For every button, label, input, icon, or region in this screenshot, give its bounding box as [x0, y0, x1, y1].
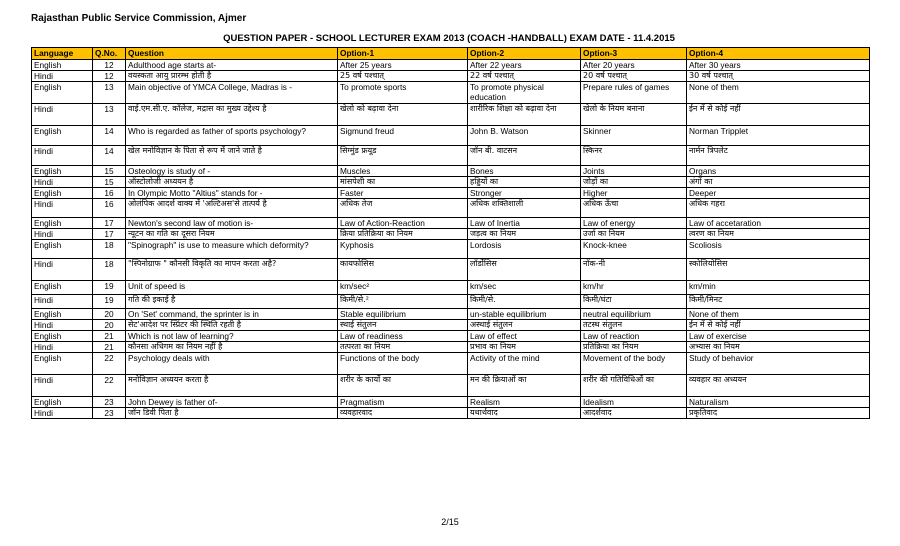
language-cell: English [32, 60, 93, 71]
option-4-cell: Organs [687, 166, 870, 177]
question-cell: गति की इकाई है [126, 295, 338, 309]
question-cell: Who is regarded as father of sports psychology? [126, 126, 338, 146]
question-cell: ऑस्टोलोजी अध्ययन है [126, 177, 338, 188]
option-4-cell: 30 वर्ष पश्चात् [687, 71, 870, 82]
option-4-cell: After 30 years [687, 60, 870, 71]
qno-cell: 13 [93, 104, 126, 126]
table-row [32, 240, 870, 259]
question-cell: On 'Set' command, the sprinter is in [126, 309, 338, 320]
option-2-cell: जड़त्व का नियम [468, 229, 581, 240]
language-cell: English [32, 82, 93, 104]
option-4-cell: Norman Tripplet [687, 126, 870, 146]
table-row [32, 60, 870, 71]
language-cell: Hindi [32, 259, 93, 281]
option-4-cell: अभ्यास का नियम [687, 342, 870, 353]
option-3-cell: आदर्शवाद [581, 408, 687, 419]
qno-cell: 19 [93, 281, 126, 295]
option-2-cell: किमी/से. [468, 295, 581, 309]
option-3-cell: Prepare rules of games [581, 82, 687, 104]
table-row [32, 218, 870, 229]
qno-cell: 22 [93, 353, 126, 375]
option-2-cell: Stronger [468, 188, 581, 199]
qno-cell: 23 [93, 397, 126, 408]
question-cell: Main objective of YMCA College, Madras is - [126, 82, 338, 104]
option-4-cell: स्कोलियोसिस [687, 259, 870, 281]
option-2-cell: प्रभाव का नियम [468, 342, 581, 353]
option-3-cell: Law of energy [581, 218, 687, 229]
question-table [31, 47, 870, 419]
table-row [32, 229, 870, 240]
question-cell: वाई.एम.सी.ए. कॉलेज, मद्रास का मुख्य उद्देश्य है [126, 104, 338, 126]
option-2-cell: After 22 years [468, 60, 581, 71]
table-row [32, 353, 870, 375]
language-cell: Hindi [32, 375, 93, 397]
table-row [32, 177, 870, 188]
qno-cell: 18 [93, 240, 126, 259]
question-cell: Newton's second law of motion is- [126, 218, 338, 229]
language-cell: English [32, 353, 93, 375]
qno-cell: 13 [93, 82, 126, 104]
table-row [32, 104, 870, 126]
language-cell: Hindi [32, 199, 93, 218]
option-4-cell: प्रकृतिवाद [687, 408, 870, 419]
qno-cell: 16 [93, 199, 126, 218]
option-1-cell: व्यवहारवाद [338, 408, 468, 419]
option-1-cell: Pragmatism [338, 397, 468, 408]
option-1-cell: After 25 years [338, 60, 468, 71]
question-cell: Which is not law of learning? [126, 331, 338, 342]
table-row [32, 375, 870, 397]
language-cell: Hindi [32, 408, 93, 419]
table-row [32, 166, 870, 177]
column-header-qno: Q.No. [93, 48, 126, 60]
option-3-cell: km/hr [581, 281, 687, 295]
qno-cell: 17 [93, 229, 126, 240]
qno-cell: 20 [93, 320, 126, 331]
option-3-cell: शरीर की गतिविधिओं का [581, 375, 687, 397]
option-4-cell: None of them [687, 82, 870, 104]
qno-cell: 12 [93, 60, 126, 71]
language-cell: Hindi [32, 229, 93, 240]
option-3-cell: किमी/घंटा [581, 295, 687, 309]
option-2-cell: मन की क्रियाओं का [468, 375, 581, 397]
option-1-cell: क्रिया प्रतिक्रिया का नियम [338, 229, 468, 240]
option-3-cell: Skinner [581, 126, 687, 146]
option-2-cell: John B. Watson [468, 126, 581, 146]
option-3-cell: जोड़ों का [581, 177, 687, 188]
option-1-cell: km/sec² [338, 281, 468, 295]
option-2-cell: Law of effect [468, 331, 581, 342]
option-4-cell: Study of behavior [687, 353, 870, 375]
page-number: 2/15 [441, 517, 459, 527]
language-cell: Hindi [32, 146, 93, 166]
qno-cell: 14 [93, 126, 126, 146]
table-row [32, 146, 870, 166]
option-3-cell: स्किनर [581, 146, 687, 166]
option-1-cell: 25 वर्ष पश्चात् [338, 71, 468, 82]
column-header-question: Question [126, 48, 338, 60]
qno-cell: 22 [93, 375, 126, 397]
qno-cell: 16 [93, 188, 126, 199]
option-3-cell: Movement of the body [581, 353, 687, 375]
table-body [32, 60, 870, 419]
language-cell: English [32, 331, 93, 342]
question-cell: वयस्कता आयु प्रारम्भ होती है [126, 71, 338, 82]
language-cell: Hindi [32, 71, 93, 82]
language-cell: English [32, 309, 93, 320]
option-3-cell: खेलो के नियम बनाना [581, 104, 687, 126]
language-cell: English [32, 188, 93, 199]
question-cell: John Dewey is father of- [126, 397, 338, 408]
option-2-cell: Lordosis [468, 240, 581, 259]
table-row [32, 259, 870, 281]
option-1-cell: स्थाई संतुलन [338, 320, 468, 331]
question-cell: मनोविज्ञान अध्ययन करता है [126, 375, 338, 397]
option-1-cell: अधिक तेज [338, 199, 468, 218]
question-cell: Psychology deals with [126, 353, 338, 375]
option-4-cell: Deeper [687, 188, 870, 199]
option-4-cell: अधिक गहरा [687, 199, 870, 218]
option-3-cell: Law of reaction [581, 331, 687, 342]
option-1-cell: Functions of the body [338, 353, 468, 375]
option-2-cell: अधिक शक्तिशाली [468, 199, 581, 218]
question-cell: "स्पिनोग्राफ " कौनसी विकृति का मापन करता अहै? [126, 259, 338, 281]
question-cell: जॉन डिवी पिता है [126, 408, 338, 419]
question-cell: कौनसा अधिगम का नियम नहीं है [126, 342, 338, 353]
option-3-cell: Knock-knee [581, 240, 687, 259]
language-cell: English [32, 126, 93, 146]
option-4-cell: km/min [687, 281, 870, 295]
question-cell: In Olympic Motto "Altius" stands for - [126, 188, 338, 199]
option-4-cell: ईन में से कोई नहीं [687, 104, 870, 126]
table-row [32, 408, 870, 419]
qno-cell: 20 [93, 309, 126, 320]
table-row [32, 309, 870, 320]
table-header-row [32, 48, 870, 60]
option-2-cell: अस्थाई संतुलन [468, 320, 581, 331]
table-row [32, 82, 870, 104]
question-cell: Osteology is study of - [126, 166, 338, 177]
option-3-cell: 20 वर्ष पश्चात् [581, 71, 687, 82]
qno-cell: 18 [93, 259, 126, 281]
table-row [32, 199, 870, 218]
option-1-cell: Kyphosis [338, 240, 468, 259]
column-header-language: Language [32, 48, 93, 60]
language-cell: English [32, 166, 93, 177]
option-1-cell: Muscles [338, 166, 468, 177]
option-4-cell: अंगों का [687, 177, 870, 188]
table-row [32, 295, 870, 309]
option-4-cell: व्यवहार का अध्ययन [687, 375, 870, 397]
option-4-cell: नार्मन त्रिपलेट [687, 146, 870, 166]
qno-cell: 19 [93, 295, 126, 309]
document-title: QUESTION PAPER - SCHOOL LECTURER EXAM 2013 (COACH -HANDBALL) EXAM DATE - 11.4.2015 [223, 33, 675, 44]
option-4-cell: त्वरण का नियम [687, 229, 870, 240]
option-2-cell: 22 वर्ष पश्चात् [468, 71, 581, 82]
language-cell: English [32, 281, 93, 295]
option-3-cell: Idealism [581, 397, 687, 408]
qno-cell: 23 [93, 408, 126, 419]
option-4-cell: किमी/मिनट [687, 295, 870, 309]
qno-cell: 15 [93, 177, 126, 188]
table-row [32, 281, 870, 295]
table-row [32, 397, 870, 408]
option-2-cell: जॉन बी. वाटसन [468, 146, 581, 166]
option-2-cell: शारीरिक शिक्षा को बढ़ावा देना [468, 104, 581, 126]
qno-cell: 21 [93, 342, 126, 353]
column-header-option-1: Option-1 [338, 48, 468, 60]
option-4-cell: Law of exercise [687, 331, 870, 342]
question-cell: खेल मनोविज्ञान के पिता से रूप में जाने जाते है [126, 146, 338, 166]
option-4-cell: Naturalism [687, 397, 870, 408]
table-row [32, 126, 870, 146]
qno-cell: 14 [93, 146, 126, 166]
option-3-cell: Higher [581, 188, 687, 199]
option-3-cell: Joints [581, 166, 687, 177]
option-1-cell: किमी/से.² [338, 295, 468, 309]
option-1-cell: मांसपेशी का [338, 177, 468, 188]
option-3-cell: अधिक ऊँचा [581, 199, 687, 218]
option-3-cell: तटस्थ संतुलन [581, 320, 687, 331]
option-1-cell: Law of readiness [338, 331, 468, 342]
option-2-cell: Activity of the mind [468, 353, 581, 375]
option-4-cell: Scoliosis [687, 240, 870, 259]
qno-cell: 21 [93, 331, 126, 342]
column-header-option-4: Option-4 [687, 48, 870, 60]
option-4-cell: Law of accetaration [687, 218, 870, 229]
question-cell: Unit of speed is [126, 281, 338, 295]
column-header-option-2: Option-2 [468, 48, 581, 60]
question-cell: "Spinograph" is use to measure which deformity? [126, 240, 338, 259]
option-2-cell: लॉर्डोसिस [468, 259, 581, 281]
option-3-cell: After 20 years [581, 60, 687, 71]
table-row [32, 320, 870, 331]
option-2-cell: Law of Inertia [468, 218, 581, 229]
option-1-cell: खेलो को बढ़ावा देना [338, 104, 468, 126]
option-1-cell: Faster [338, 188, 468, 199]
question-cell: न्यूटन का गति का दूसरा नियम [126, 229, 338, 240]
qno-cell: 12 [93, 71, 126, 82]
question-cell: सेट'आदेश पर स्प्रिंटर की स्थिति रहती है [126, 320, 338, 331]
language-cell: English [32, 218, 93, 229]
option-2-cell: हड्डियों का [468, 177, 581, 188]
option-1-cell: शरीर के कार्यो का [338, 375, 468, 397]
column-header-option-3: Option-3 [581, 48, 687, 60]
option-2-cell: To promote physical education [468, 82, 581, 104]
language-cell: Hindi [32, 342, 93, 353]
option-2-cell: km/sec [468, 281, 581, 295]
option-1-cell: कायफोसिस [338, 259, 468, 281]
table-row [32, 331, 870, 342]
qno-cell: 17 [93, 218, 126, 229]
option-4-cell: ईन में से कोई नहीं [687, 320, 870, 331]
option-1-cell: Sigmund freud [338, 126, 468, 146]
language-cell: Hindi [32, 104, 93, 126]
option-3-cell: neutral equilibrium [581, 309, 687, 320]
option-2-cell: Realism [468, 397, 581, 408]
table-row [32, 342, 870, 353]
option-1-cell: तत्परता का नियम [338, 342, 468, 353]
option-1-cell: सिग्मुंड फ्रयूड [338, 146, 468, 166]
option-3-cell: नॉक-नी [581, 259, 687, 281]
option-1-cell: Stable equilibrium [338, 309, 468, 320]
language-cell: Hindi [32, 177, 93, 188]
question-cell: ओलंपिक आदर्श वाक्य में 'अल्टिअस'से तात्पर्य है [126, 199, 338, 218]
option-2-cell: Bones [468, 166, 581, 177]
question-cell: Adulthood age starts at- [126, 60, 338, 71]
option-1-cell: Law of Action-Reaction [338, 218, 468, 229]
table-row [32, 188, 870, 199]
option-1-cell: To promote sports [338, 82, 468, 104]
option-3-cell: प्रतिक्रिया का नियम [581, 342, 687, 353]
qno-cell: 15 [93, 166, 126, 177]
option-4-cell: None of them [687, 309, 870, 320]
organization-name: Rajasthan Public Service Commission, Ajmer [31, 13, 247, 24]
option-2-cell: un-stable equilibrium [468, 309, 581, 320]
option-3-cell: उर्जा का नियम [581, 229, 687, 240]
language-cell: English [32, 240, 93, 259]
language-cell: Hindi [32, 295, 93, 309]
option-2-cell: यथार्थवाद [468, 408, 581, 419]
language-cell: Hindi [32, 320, 93, 331]
language-cell: English [32, 397, 93, 408]
table-row [32, 71, 870, 82]
